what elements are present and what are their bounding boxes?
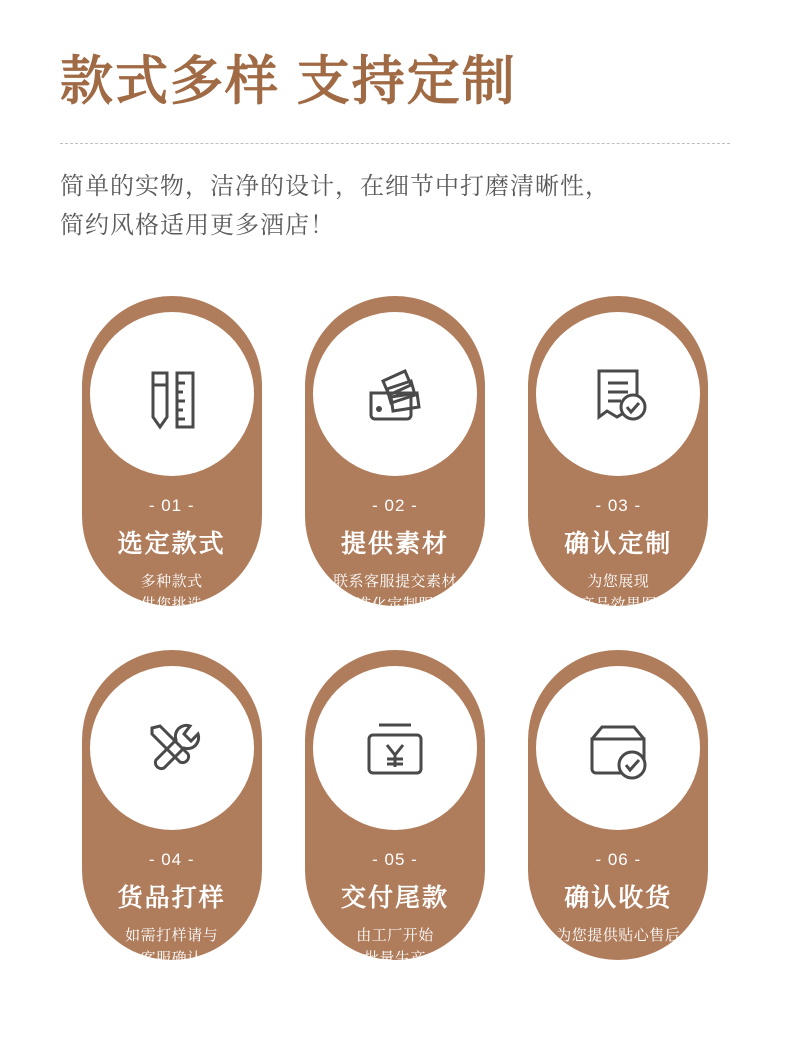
step-card-06 [528, 650, 708, 960]
step-number: - 05 - [372, 849, 418, 869]
step-desc-line-2: 产品效果图 [579, 595, 658, 613]
step-title: 确认定制 [564, 529, 673, 558]
step-number: - 04 - [148, 849, 195, 869]
step-card-05 [305, 650, 485, 967]
step-desc-line-1: 如需打样请与 [125, 926, 219, 944]
step-desc-line-1: 为您展现 [587, 572, 650, 590]
document-check-icon [579, 355, 657, 433]
step-title: 选定款式 [117, 529, 226, 558]
step-number: - 03 - [595, 495, 642, 515]
step-title: 确认收货 [564, 883, 673, 912]
step-desc-line-1: 为您提供贴心售后 [556, 926, 681, 944]
step-title: 货品打样 [117, 883, 226, 912]
step-icon-circle [313, 666, 477, 830]
step-desc-line-1: 多种款式 [140, 572, 203, 590]
step-desc-line-2: 客服确认 [140, 949, 203, 967]
box-check-icon [576, 709, 660, 787]
ruler-pencil-icon [133, 355, 211, 433]
step-desc-line-2: 标准化定制服务 [340, 595, 450, 613]
step-description [356, 924, 434, 971]
steps-grid [60, 296, 730, 967]
tools-wrench-screwdriver-icon [132, 708, 212, 788]
step-description [580, 570, 658, 617]
step-title: 提供素材 [340, 529, 449, 558]
color-swatch-fan-icon [353, 355, 437, 433]
step-icon-circle [536, 666, 700, 830]
step-description [556, 924, 680, 947]
step-desc-line-2: 供您挑选 [140, 595, 203, 613]
step-card-03 [528, 296, 708, 613]
subtitle-line-2: 简约风格适用更多酒店！ [60, 211, 335, 239]
step-desc-line-1: 由工厂开始 [356, 926, 434, 944]
step-description [141, 570, 203, 617]
step-desc-line-1: 联系客服提交素材 [332, 572, 457, 590]
step-card-02 [305, 296, 485, 613]
step-description [333, 570, 457, 617]
step-description [125, 924, 218, 971]
page-header [60, 0, 730, 246]
payment-yuan-card-icon [353, 709, 437, 787]
step-card-04 [82, 650, 262, 967]
subtitle-line-1: 简单的实物，洁净的设计，在细节中打磨清晰性， [60, 172, 610, 200]
step-icon-circle [90, 666, 254, 830]
step-number: - 02 - [372, 495, 418, 515]
page-subtitle [60, 168, 730, 246]
step-icon-circle [313, 312, 477, 476]
step-desc-line-2: 批量生产 [363, 949, 426, 967]
step-number: - 06 - [595, 849, 642, 869]
step-title: 交付尾款 [340, 883, 449, 912]
step-icon-circle [90, 312, 254, 476]
page-title: 款式多样 支持定制 [60, 52, 517, 111]
step-card-01 [82, 296, 262, 613]
step-icon-circle [536, 312, 700, 476]
header-divider [60, 143, 730, 144]
step-number: - 01 - [148, 495, 195, 515]
